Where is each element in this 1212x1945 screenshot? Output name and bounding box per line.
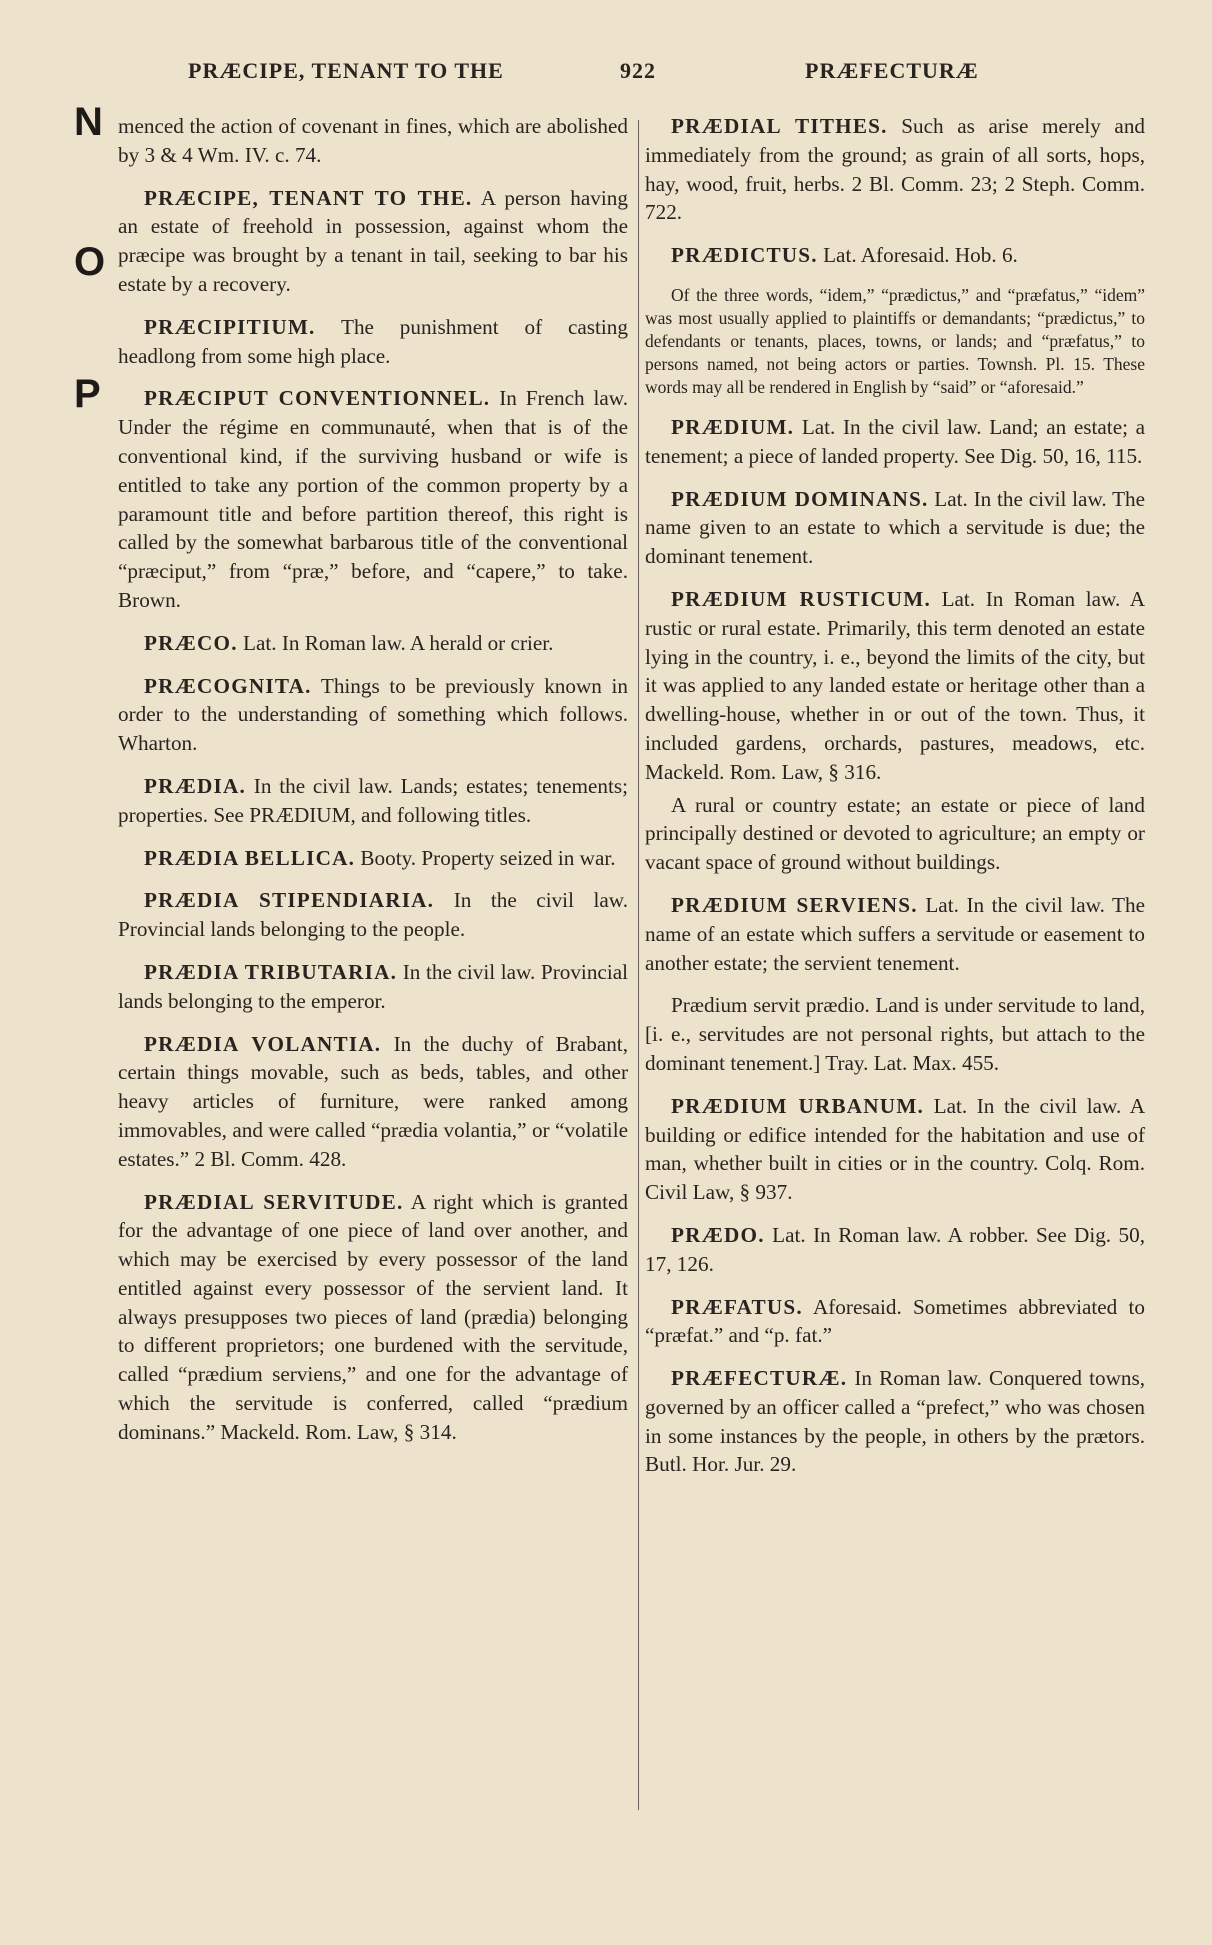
entry-definition: Booty. Property seized in war.: [360, 845, 616, 870]
dictionary-entry: [645, 1221, 1145, 1279]
dictionary-entry: [118, 1030, 628, 1174]
page-number: 922: [620, 58, 656, 83]
entry-headword: PRÆDIUM DOMINANS.: [671, 486, 929, 511]
entry-headword: PRÆCIPUT CONVENTIONNEL.: [144, 386, 491, 411]
entry-headword: PRÆCIPE, TENANT TO THE.: [144, 185, 473, 210]
thumb-index-o[interactable]: O: [74, 240, 106, 284]
dictionary-entry: [118, 844, 628, 873]
entry-definition: Lat. In the civil law. Land; an estate; a tenement; a piece of landed property. See Dig. 50, 16, 115.: [645, 414, 1146, 468]
entry-definition: Lat. In the civil law. The name of an estate which suffers a servitude or easement to another estate; the servient tenement.: [645, 892, 1145, 975]
dictionary-entry: [118, 886, 628, 944]
entry-headword: PRÆCOGNITA.: [144, 673, 312, 698]
dictionary-entry: [645, 284, 1145, 399]
dictionary-entry: [645, 112, 1145, 227]
entry-definition: In the civil law. Provincial lands belonging to the people.: [118, 888, 628, 942]
dictionary-entry: [645, 1092, 1145, 1207]
entry-headword: PRÆDIAL TITHES.: [671, 114, 888, 138]
entry-definition: In the duchy of Brabant, certain things movable, such as beds, tables, and other heavy articles of furniture, were ranked among immovables, and were called “prædia volantia,” or “volatile estates.” 2 Bl. Comm. 428.: [118, 1031, 628, 1171]
entry-definition: In French law. Under the régime en communauté, when that is of the conventional kind, if the surviving husband or wife is entitled to take any portion of the common property by a paramount title and before partition thereof, this right is called by the somewhat barbarous title of the conventional “præciput,” from “præ,” before, and “capere,” to take. Brown.: [118, 386, 629, 612]
entry-headword: PRÆDIA VOLANTIA.: [144, 1031, 382, 1056]
entry-definition: In Roman law. Conquered towns, governed by an officer called a “prefect,” who was chosen in some instances by the people, in others by the prætors. Butl. Hor. Jur. 29.: [645, 1366, 1146, 1477]
header-left-guideword: PRÆCIPE, TENANT TO THE: [188, 58, 504, 83]
dictionary-entry: [645, 585, 1145, 787]
entry-definition: menced the action of covenant in fines, which are abolished by 3 & 4 Wm. IV. c. 74.: [118, 114, 628, 167]
entry-headword: PRÆCIPITIUM.: [144, 314, 316, 339]
entry-definition: Lat. In Roman law. A robber. See Dig. 50, 17, 126.: [645, 1222, 1146, 1276]
running-head: [0, 58, 1212, 98]
entry-definition: A rural or country estate; an estate or piece of land principally destined or devoted to agriculture; an empty or vacant space of ground without buildings.: [645, 792, 1145, 875]
dictionary-entry: [118, 184, 628, 299]
dictionary-entry: [118, 958, 628, 1016]
entry-headword: PRÆDIUM RUSTICUM.: [671, 586, 931, 611]
dictionary-entry: [118, 772, 628, 830]
entry-definition: A person having an estate of freehold in possession, against whom the præcipe was brought by a tenant in tail, seeking to bar his estate by a recovery.: [118, 185, 628, 296]
entry-headword: PRÆDIUM URBANUM.: [671, 1093, 925, 1118]
entry-headword: PRÆDIA.: [144, 773, 246, 798]
dictionary-entry: [118, 672, 628, 758]
dictionary-entry: [118, 112, 628, 170]
entry-definition: Lat. Aforesaid. Hob. 6.: [823, 243, 1018, 268]
dictionary-entry: [645, 791, 1145, 877]
entry-definition: Such as arise merely and immediately from the ground; as grain of all sorts, hops, hay, wood, fruit, herbs. 2 Bl. Comm. 23; 2 Steph. Comm. 722.: [645, 114, 1146, 225]
entry-definition: Lat. In the civil law. A building or edifice intended for the habitation and use of man, whether built in cities or in the country. Colq. Rom. Civil Law, § 937.: [645, 1093, 1145, 1205]
entry-headword: PRÆDIA BELLICA.: [144, 845, 356, 870]
dictionary-entry: [645, 891, 1145, 977]
entry-headword: PRÆDO.: [671, 1222, 765, 1247]
left-column: [118, 112, 628, 1461]
dictionary-entry: [645, 991, 1145, 1077]
entry-definition: Prædium servit prædio. Land is under servitude to land, [i. e., servitudes are not personal rights, but attach to the dominant tenement.] Tray. Lat. Max. 455.: [645, 993, 1145, 1075]
dictionary-entry: [118, 313, 628, 371]
entry-definition: In the civil law. Provincial lands belonging to the emperor.: [118, 959, 628, 1013]
right-column: [645, 112, 1145, 1493]
dictionary-entry: [118, 629, 628, 658]
dictionary-entry: [645, 1293, 1145, 1351]
dictionary-entry: [645, 241, 1145, 270]
entry-definition: Lat. In the civil law. The name given to an estate to which a servitude is due; the dominant tenement.: [645, 486, 1146, 569]
entry-headword: PRÆCO.: [144, 630, 238, 655]
dictionary-entry: [118, 1188, 628, 1447]
entry-headword: PRÆDIA TRIBUTARIA.: [144, 959, 398, 984]
dictionary-entry: [645, 1364, 1145, 1479]
entry-definition: In the civil law. Lands; estates; tenements; properties. See PRÆDIUM, and following titles.: [118, 773, 628, 827]
entry-definition: Lat. In Roman law. A rustic or rural estate. Primarily, this term denoted an estate lying in the country, i. e., beyond the limits of the city, but it was applied to any landed estate or heritage other than a dwelling-house, whether in or out of the town. Thus, it included gardens, orchards, pastures, meadows, etc. Mackeld. Rom. Law, § 316.: [645, 586, 1146, 784]
entry-definition: Of the three words, “idem,” “prædictus,” and “præfatus,” “idem” was most usually applied to plaintiffs or demandants; “prædictus,” to defendants or tenants, places, towns, or lands; and “præfatus,” to persons named, not being actors or parties. Townsh. Pl. 15. These words may all be rendered in English by “said” or “aforesaid.”: [645, 284, 1145, 397]
entry-headword: PRÆFATUS.: [671, 1294, 803, 1319]
entry-headword: PRÆDICTUS.: [671, 243, 818, 268]
entry-definition: Things to be previously known in order to the understanding of something which follows. Wharton.: [118, 673, 629, 756]
dictionary-entry: [645, 413, 1145, 471]
entry-definition: Aforesaid. Sometimes abbreviated to “præfat.” and “p. fat.”: [645, 1294, 1145, 1348]
entry-headword: PRÆDIAL SERVITUDE.: [144, 1189, 404, 1214]
entry-definition: Lat. In Roman law. A herald or crier.: [243, 630, 554, 655]
thumb-index-p[interactable]: P: [74, 372, 101, 416]
entry-headword: PRÆDIUM SERVIENS.: [671, 892, 918, 917]
entry-headword: PRÆDIA STIPENDIARIA.: [144, 888, 435, 913]
entry-definition: A right which is granted for the advantage of one piece of land over another, and which may be exercised by every possessor of the land entitled against every possessor of the servient land. It always presupposes two pieces of land (prædia) belonging to different proprietors; one burdened with the servitude, called “prædium serviens,” and one for the advantage of which the servitude is conferred, called “prædium dominans.” Mackeld. Rom. Law, § 314.: [118, 1189, 628, 1444]
header-right-guideword: PRÆFECTURÆ: [805, 58, 979, 83]
dictionary-entry: [645, 485, 1145, 571]
entry-definition: The punishment of casting headlong from some high place.: [118, 314, 628, 368]
thumb-index-n[interactable]: N: [74, 100, 103, 144]
dictionary-entry: [118, 384, 628, 614]
entry-headword: PRÆDIUM.: [671, 414, 795, 439]
entry-headword: PRÆFECTURÆ.: [671, 1366, 848, 1391]
column-divider: [638, 120, 639, 1810]
